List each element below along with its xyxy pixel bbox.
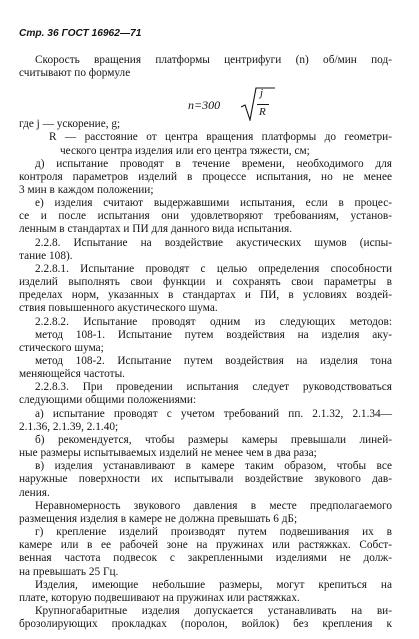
formula-numerator: j	[260, 87, 264, 99]
text-line: плате, которую подвешивают на пружинах или растяжках.	[19, 592, 300, 604]
text-line: метод 108-2. Испытание путем воздействия на изделия тона	[35, 355, 392, 367]
text-line: контроля параметров изделий в процессе испытания, но не менее	[19, 171, 392, 183]
text-line: изделий выполнять свои функции и сохранять свои параметры в	[19, 276, 392, 288]
text-line: ления.	[19, 487, 50, 499]
formula-lhs: n=300	[188, 98, 221, 112]
text-line: 3 мин в каждом положении;	[19, 184, 154, 196]
page-header: Стр. 36 ГОСТ 16962—71	[19, 28, 142, 39]
text-line: тание 108).	[19, 250, 73, 262]
text-line: а) испытание проводят с учетом требований пп. 2.1.32, 2.1.34—	[35, 408, 392, 420]
text-line: камере или в ее рабочей зоне на пружинах или растяжках. Собст-	[19, 539, 392, 551]
text-line: 2.1.36, 2.1.39, 2.1.40;	[19, 421, 119, 433]
text-line: 2.2.8.2. Испытание проводят одним из следующих методов:	[35, 316, 392, 328]
text-line: считывают по формуле	[19, 67, 131, 79]
text-line: б) рекомендуется, чтобы размеры камеры превышали линей-	[35, 434, 392, 446]
text-line: брозолирующих прокладках (поролон, войлок) без крепления к	[19, 618, 392, 630]
text-line: Неравномерность звукового давления в месте предполагаемого	[35, 500, 392, 512]
text-line: ческого центра изделия или его центра тяжести, см;	[60, 145, 310, 157]
text-line: ные размеры испытываемых изделий не менее чем в два раза;	[19, 447, 317, 459]
text-line: ствия повышенного акустического шума.	[19, 302, 218, 314]
text-line: в) изделия устанавливают в камере таким образом, чтобы все	[35, 460, 392, 472]
text-line: пределах норм, указанных в стандартах и ПИ, в условиях воздей-	[19, 289, 392, 301]
text-line: наружные поверхности их испытывали воздействие звукового дав-	[19, 473, 392, 485]
text-line: 2.2.8.1. Испытание проводят с целью определения способности	[35, 263, 392, 275]
text-line: Изделия, имеющие небольшие размеры, могут крепиться на	[35, 579, 392, 591]
text-line: метод 108-1. Испытание путем воздействия на изделия аку-	[35, 329, 392, 341]
text-line: венная частота подвесок с закрепленными изделиями не долж-	[19, 552, 392, 564]
text-line: 2.2.8. Испытание на воздействие акустических шумов (испы-	[35, 237, 392, 249]
text-line: где j — ускорение, g;	[19, 118, 121, 130]
text-line: д) испытание проводят в течение времени, необходимого для	[35, 158, 392, 170]
text-line: ленным в стандартах и ПИ для данного вида испытания.	[19, 223, 293, 235]
text-line: Скорость вращения платформы центрифуги (n) об/мин под-	[35, 54, 392, 66]
text-line: г) крепление изделий производят путем подвешивания их в	[35, 526, 392, 538]
text-line: 2.2.8.3. При проведении испытания следует руководствоваться	[35, 381, 392, 393]
text-line: се и после испытания они удовлетворяют требованиям, установ-	[19, 210, 392, 222]
text-line: следующими общими положениями:	[19, 394, 197, 406]
text-line: меняющейся частоты.	[19, 368, 125, 380]
text-line: размещения изделия в камере не должна превышать 6 дБ;	[19, 513, 298, 525]
text-line: R — расстояние от центра вращения платформы до геометри-	[49, 131, 392, 143]
fraction-bar	[257, 104, 269, 105]
text-line: стического шума;	[19, 342, 104, 354]
formula-denominator: R	[259, 106, 266, 118]
text-line: Крупногабаритные изделия допускается устанавливать на ви-	[35, 605, 392, 617]
text-line: е) изделия считают выдержавшими испытания, если в процес-	[35, 197, 392, 209]
text-line: на превышать 25 Гц.	[19, 566, 119, 578]
